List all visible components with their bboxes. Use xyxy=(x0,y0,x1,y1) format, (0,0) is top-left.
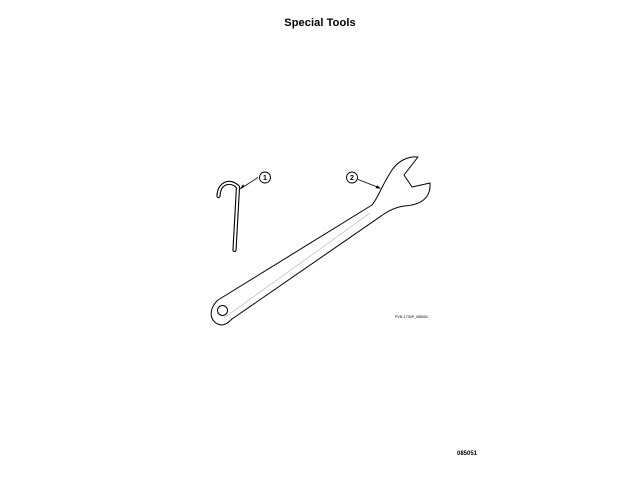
callout-2 xyxy=(347,172,382,189)
page-code: 085051 xyxy=(457,451,478,457)
callout-2-label: 2 xyxy=(350,175,354,182)
callout-1-label: 1 xyxy=(263,175,267,182)
page-title: Special Tools xyxy=(284,17,356,29)
callout-1 xyxy=(240,172,271,189)
spanner-wrench xyxy=(211,157,430,325)
drawing-reference: PVN-1730P_085051 xyxy=(395,315,428,319)
hook-tool xyxy=(219,183,239,250)
